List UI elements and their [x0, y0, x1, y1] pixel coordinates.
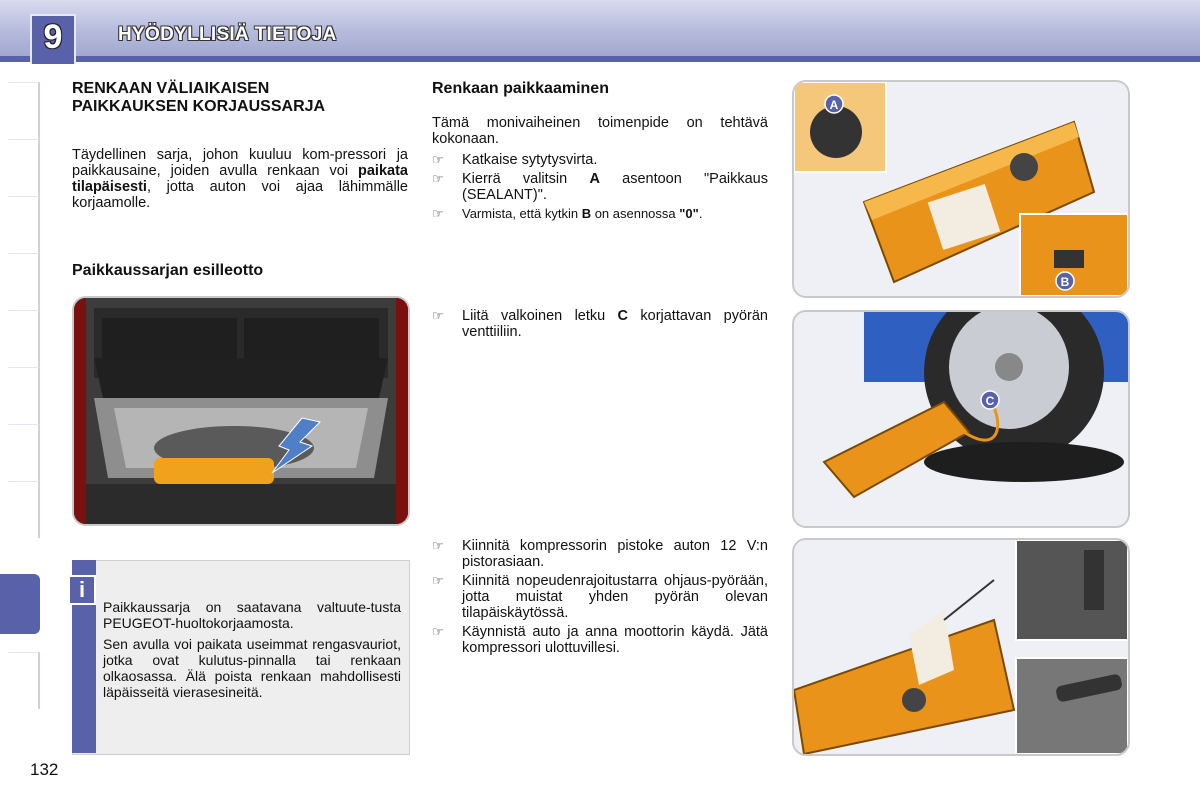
step-switch-b: [432, 206, 768, 222]
label-b: B: [581, 206, 592, 221]
chapter-title: HYÖDYLLISIÄ TIETOJA: [118, 24, 337, 45]
step-text: Kierrä valitsin: [462, 171, 590, 187]
steps-list-2: [432, 308, 768, 343]
bullet-icon: ☞: [432, 206, 444, 221]
callout-a: A: [829, 98, 839, 112]
side-tab: [8, 253, 40, 310]
side-tab: [8, 310, 40, 367]
step-text: korjattavan pyörän venttiiliin.: [462, 308, 768, 340]
step-ignition-off: [432, 152, 768, 168]
bullet-icon: ☞: [432, 573, 444, 588]
side-tab: [8, 424, 40, 481]
step-text: asentoon "Paikkaus (SEALANT)".: [462, 171, 768, 203]
step-text: .: [698, 206, 703, 221]
bullet-icon: ☞: [432, 152, 444, 167]
step-text: Liitä valkoinen letku: [462, 308, 618, 324]
hose-to-valve-photo: [792, 310, 1130, 528]
side-tab: [8, 481, 40, 538]
header-rule: [0, 56, 1200, 62]
bullet-icon: ☞: [432, 171, 444, 186]
compressor-illustration: [794, 82, 1128, 296]
page-number: 132: [30, 760, 59, 779]
side-tab: [8, 652, 40, 709]
side-tab: [8, 367, 40, 424]
steps-list-1: [432, 152, 768, 225]
callout-b: B: [1060, 275, 1070, 289]
switch-position: "0": [679, 206, 699, 221]
step-start-engine: [432, 624, 768, 656]
info-text-2: Sen avulla voi paikata useimmat rengasvauriot, jotka ovat kulutus-pinnalla tai renkaan olkaosassa. Älä poista renkaan mahdollisesti läpäisseitä vierasesineitä.: [103, 636, 401, 700]
takeout-title: Paikkaussarjan esilleotto: [72, 262, 264, 279]
trunk-illustration: [74, 298, 408, 524]
compressor-selector-photo: [792, 80, 1130, 298]
step-text: Kiinnitä kompressorin pistoke auton 12 V:n pistorasiaan.: [462, 538, 768, 570]
info-text-1: Paikkaussarja on saatavana valtuute-tusta PEUGEOT-huoltokorjaamosta.: [103, 599, 401, 631]
kit-desc-bold: paikata tilapäisesti: [72, 163, 408, 195]
step-sticker: [432, 573, 768, 621]
plug-illustration: [794, 540, 1128, 754]
step-plug: [432, 538, 768, 570]
side-tab: [8, 82, 40, 139]
step-selector-a: [432, 171, 768, 203]
chapter-number: 9: [43, 18, 63, 56]
step-text: on asennossa: [591, 206, 680, 221]
side-tab: [8, 196, 40, 253]
steps-list-3: [432, 538, 768, 659]
plug-and-start-photo: [792, 538, 1130, 756]
repair-intro: Tämä monivaiheinen toimenpide on tehtävä kokonaan.: [432, 115, 768, 147]
step-text: Kiinnitä nopeudenrajoitustarra ohjaus-pyörään, jotta muistat yhden pyörän olevan tilapäiskäytössä.: [462, 573, 768, 621]
step-text: Varmista, että kytkin: [462, 206, 582, 221]
bullet-icon: ☞: [432, 624, 444, 639]
label-a: A: [589, 171, 600, 187]
bullet-icon: ☞: [432, 538, 444, 553]
side-tab-active: [0, 574, 40, 634]
kit-title: RENKAAN VÄLIAIKAISEN PAIKKAUKSEN KORJAUSSARJA: [72, 80, 326, 115]
trunk-photo: [72, 296, 410, 526]
kit-desc-part1: Täydellinen sarja, johon kuuluu kom-pressori ja paikkausaine, joiden avulla renkaan voi: [72, 147, 408, 179]
repair-title: Renkaan paikkaaminen: [432, 80, 609, 97]
step-hose-c: [432, 308, 768, 340]
info-icon: i: [68, 575, 96, 605]
label-c: C: [617, 308, 629, 324]
step-text: Katkaise sytytysvirta.: [462, 152, 598, 168]
side-tab: [8, 139, 40, 196]
bullet-icon: ☞: [432, 308, 444, 323]
kit-description: [72, 147, 408, 211]
kit-desc-part2: , jotta auton voi ajaa lähimmälle korjaamolle.: [72, 179, 408, 211]
wheel-illustration: [794, 312, 1128, 526]
step-text: Käynnistä auto ja anna moottorin käydä. Jätä kompressori ulottuvillesi.: [462, 624, 768, 656]
callout-c: C: [985, 394, 995, 408]
